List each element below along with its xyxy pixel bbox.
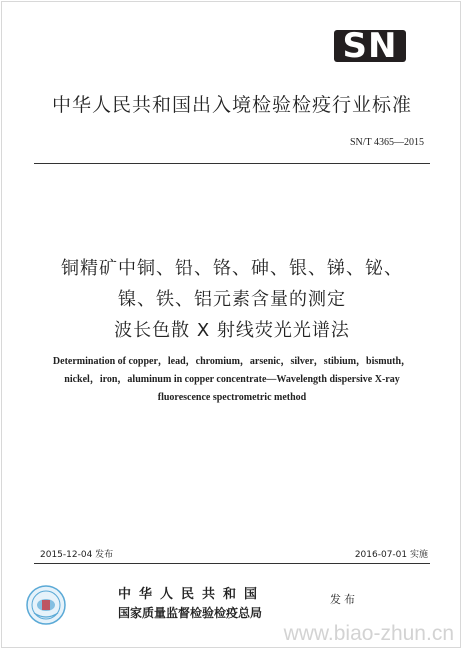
- issue-label: 发布: [330, 593, 358, 606]
- publish-date: 2015-12-04 发布: [40, 550, 114, 560]
- chinese-title: [0, 253, 464, 346]
- issuer-country: 中华人民共和国: [118, 587, 266, 602]
- chinese-title-line-2: 镍、铁、铝元素含量的测定: [118, 289, 346, 310]
- aqsiq-emblem-icon: [26, 585, 66, 625]
- english-title-line-2: nickel，iron，aluminum in copper concentrate—Wavelength dispersive X-ray: [64, 374, 400, 385]
- chinese-title-line-1: 铜精矿中铜、铅、铬、砷、银、锑、铋、: [61, 258, 403, 279]
- issuer-agency: 国家质量监督检验检疫总局: [118, 606, 263, 620]
- issuer-title: 中华人民共和国出入境检验检疫行业标准: [51, 94, 412, 116]
- implement-date: 2016-07-01 实施: [354, 550, 428, 560]
- standard-number: SN/T 4365—2015: [350, 137, 424, 148]
- top-divider: [34, 163, 430, 164]
- chinese-title-line-3: 波长色散 X 射线荧光光谱法: [114, 320, 350, 341]
- english-title-line-3: fluorescence spectrometric method: [157, 392, 307, 403]
- issuer-block: [118, 583, 265, 621]
- watermark-text: www.biao-zhun.cn: [283, 622, 454, 645]
- sn-logo: SN: [334, 30, 406, 62]
- english-title: [40, 353, 424, 407]
- bottom-divider: [34, 563, 430, 564]
- english-title-line-1: Determination of copper，lead，chromium，arsenic，silver，stibium，bismuth，: [52, 356, 412, 367]
